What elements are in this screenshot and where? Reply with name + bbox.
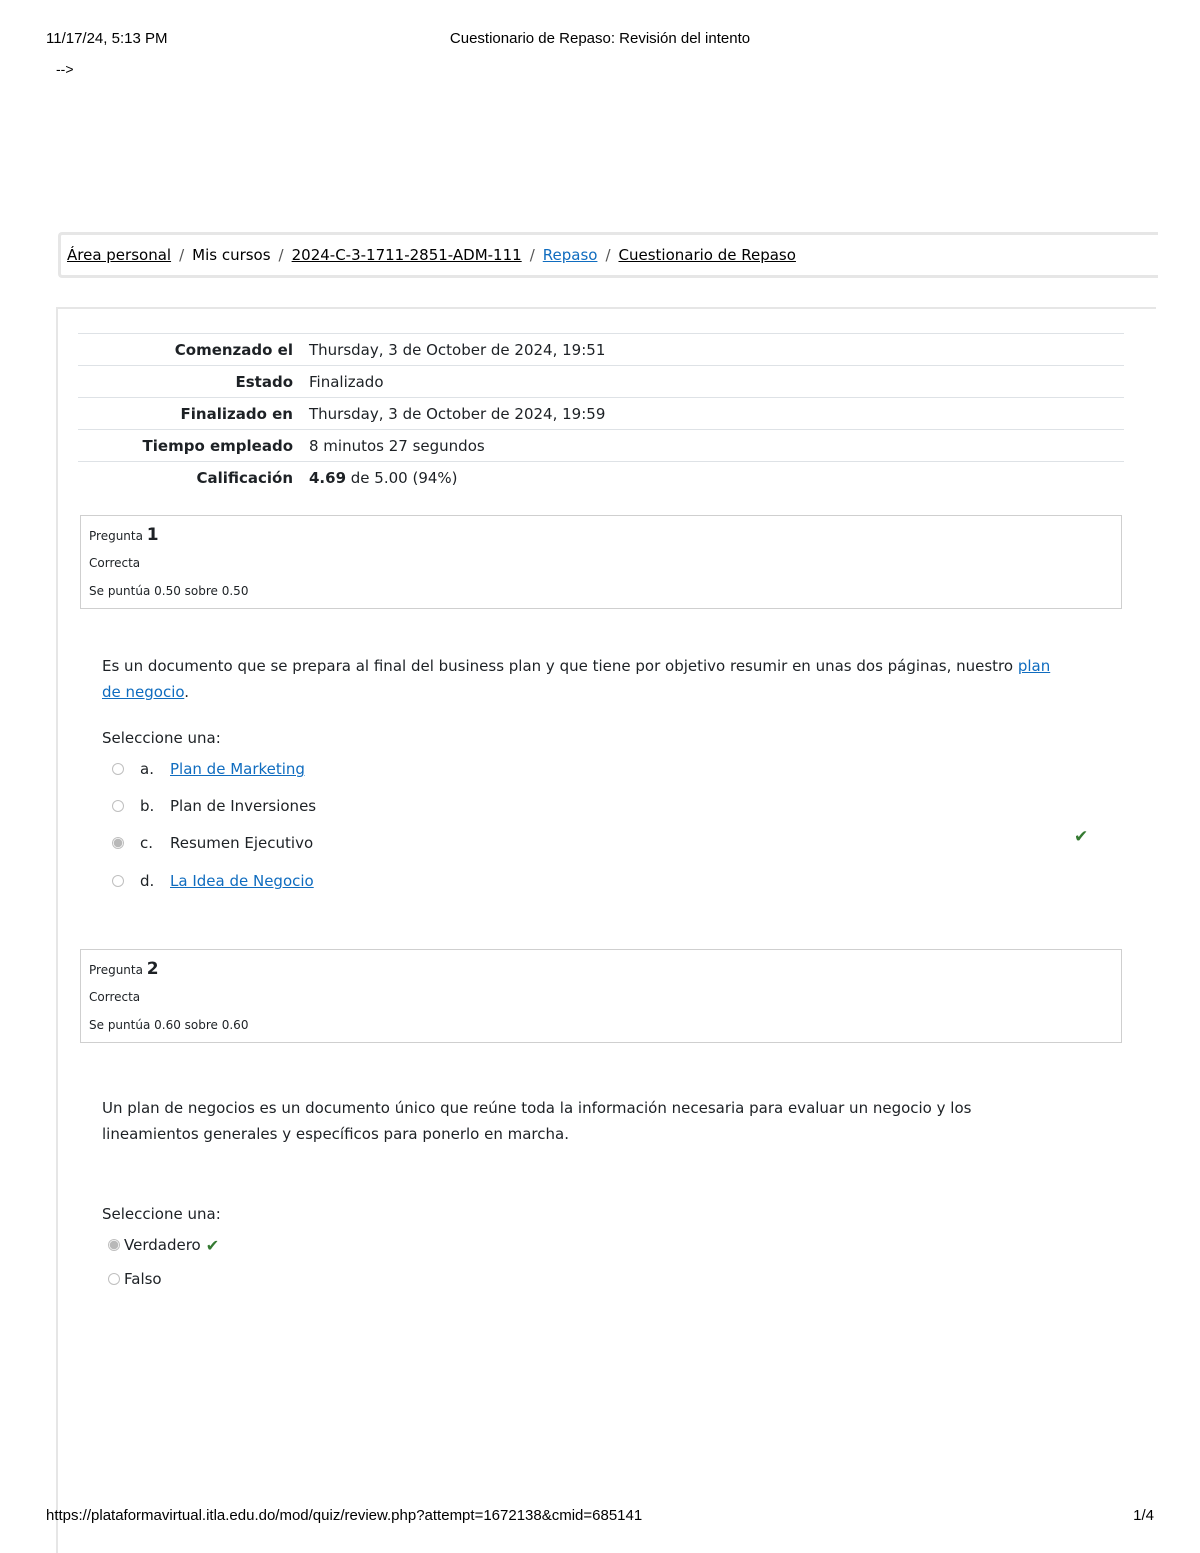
summary-row-grade: [78, 462, 1124, 494]
print-datetime: 11/17/24, 5:13 PM: [46, 30, 168, 47]
question-text-end: .: [184, 683, 190, 701]
grade-score: 4.69: [309, 469, 347, 487]
breadcrumb-quiz[interactable]: Cuestionario de Repaso: [618, 246, 796, 264]
summary-value: 8 minutos 27 segundos: [309, 437, 485, 455]
question-number: [89, 956, 1113, 983]
answer-text-link[interactable]: Plan de Marketing: [170, 760, 305, 778]
breadcrumb-separator: /: [278, 246, 284, 264]
answer-letter: a.: [140, 760, 154, 778]
summary-label: Tiempo empleado: [142, 437, 293, 455]
print-footer: [46, 1507, 1154, 1527]
radio-button[interactable]: [112, 875, 124, 887]
breadcrumb-repaso[interactable]: Repaso: [542, 246, 598, 264]
answer-letter: c.: [140, 834, 154, 852]
stray-comment-text: -->: [56, 61, 74, 77]
page-url: https://plataformavirtual.itla.edu.do/mod/quiz/review.php?attempt=1672138&cmid=685141: [46, 1507, 643, 1524]
attempt-summary-table: [78, 333, 1124, 493]
question-text: [102, 653, 1052, 705]
breadcrumb-separator: /: [529, 246, 535, 264]
question-mark: Se puntúa 0.60 sobre 0.60: [89, 1018, 249, 1032]
breadcrumb-separator: /: [605, 246, 611, 264]
summary-label: Estado: [235, 373, 293, 391]
answer-letter: d.: [140, 872, 155, 890]
answer-text: Falso: [124, 1270, 162, 1288]
summary-row-time-taken: [78, 430, 1124, 462]
question-prefix: Pregunta: [89, 963, 143, 977]
summary-value: Thursday, 3 de October de 2024, 19:51: [309, 341, 606, 359]
radio-button[interactable]: [112, 800, 124, 812]
question-info-box: [80, 949, 1122, 1043]
breadcrumb-area-personal[interactable]: Área personal: [67, 246, 172, 264]
question-status: Correcta: [89, 990, 141, 1004]
answer-option-true[interactable]: [108, 1233, 219, 1257]
summary-label: Finalizado en: [180, 405, 293, 423]
breadcrumb-separator: /: [179, 246, 185, 264]
question-text-body: Es un documento que se prepara al final del business plan y que tiene por objetivo resumir en unas dos páginas, nuestro: [102, 657, 1018, 675]
question-mark: Se puntúa 0.50 sobre 0.50: [89, 584, 249, 598]
print-header: [46, 30, 1154, 50]
question-number-value: 2: [146, 959, 159, 979]
answer-text: Plan de Inversiones: [170, 797, 317, 815]
answer-text-link[interactable]: La Idea de Negocio: [170, 872, 314, 890]
breadcrumb-course[interactable]: 2024-C-3-1711-2851-ADM-111: [291, 246, 522, 264]
question-prefix: Pregunta: [89, 529, 143, 543]
summary-value: Thursday, 3 de October de 2024, 19:59: [309, 405, 606, 423]
answer-option-b[interactable]: [112, 794, 316, 818]
summary-row-finished: [78, 398, 1124, 430]
answer-option-false[interactable]: [108, 1267, 162, 1291]
answer-letter: b.: [140, 797, 155, 815]
summary-label: Comenzado el: [174, 341, 293, 359]
summary-label: Calificación: [196, 469, 293, 487]
question-text-link[interactable]: plan de negocio: [102, 657, 1051, 701]
question-status: Correcta: [89, 556, 141, 570]
breadcrumb-mis-cursos: Mis cursos: [192, 246, 271, 264]
grade-total: de 5.00 (94%): [346, 469, 458, 487]
summary-value: Finalizado: [309, 373, 384, 391]
radio-button-selected[interactable]: [112, 837, 124, 849]
answer-prompt: Seleccione una:: [102, 1205, 221, 1223]
quiz-review-region: [56, 307, 1156, 1553]
answer-option-a[interactable]: [112, 757, 305, 781]
answer-option-c[interactable]: [112, 831, 313, 855]
checkmark-icon: ✔: [1074, 827, 1089, 847]
breadcrumb: [58, 232, 1158, 278]
question-text: Un plan de negocios es un documento único que reúne toda la información necesaria para evaluar un negocio y los lineamientos generales y específicos para ponerlo en marcha.: [102, 1099, 972, 1143]
question-number-value: 1: [146, 525, 159, 545]
answer-option-d[interactable]: [112, 869, 314, 893]
summary-value: [309, 462, 1124, 494]
summary-row-state: [78, 366, 1124, 398]
radio-button-selected[interactable]: [108, 1239, 120, 1251]
answer-prompt: Seleccione una:: [102, 729, 221, 747]
question-info-box: [80, 515, 1122, 609]
radio-button[interactable]: [112, 763, 124, 775]
summary-row-started: [78, 334, 1124, 366]
answer-text: Resumen Ejecutivo: [170, 834, 314, 852]
print-page-title: Cuestionario de Repaso: Revisión del intento: [449, 30, 751, 47]
answer-text: Verdadero: [124, 1236, 201, 1254]
checkmark-icon: ✔: [205, 1235, 220, 1255]
page-number: 1/4: [1133, 1507, 1154, 1524]
radio-button[interactable]: [108, 1273, 120, 1285]
question-number: [89, 522, 1113, 549]
